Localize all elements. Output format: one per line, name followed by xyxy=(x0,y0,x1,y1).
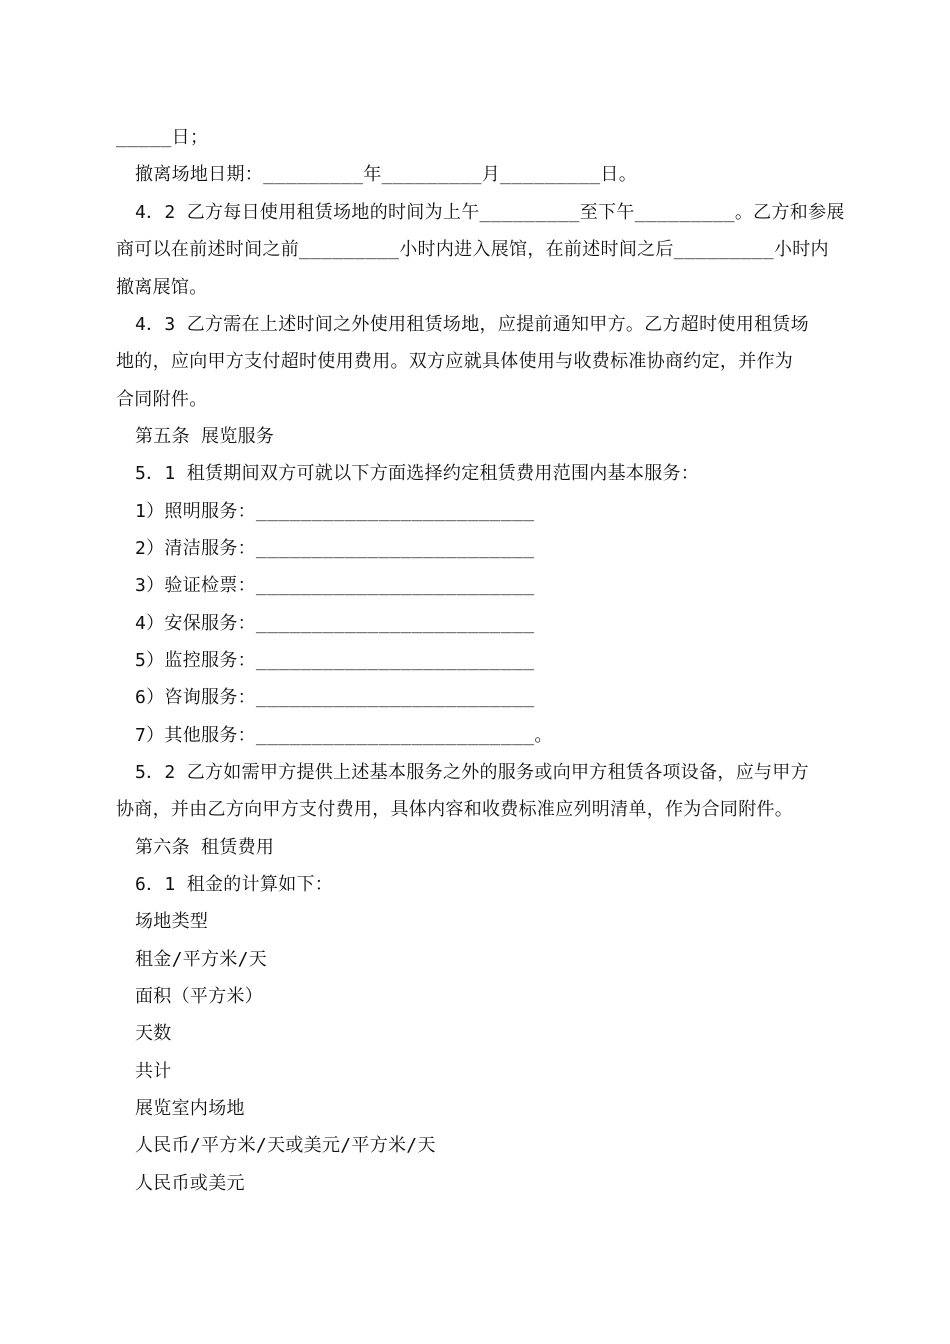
text-line: 撤离展馆。 xyxy=(116,277,208,298)
text-line: 协商，并由乙方向甲方支付费用，具体内容和收费标准应列明清单，作为合同附件。 xyxy=(116,799,794,820)
text-line: 5．2 乙方如需甲方提供上述基本服务之外的服务或向甲方租赁各项设备，应与甲方 xyxy=(135,762,809,783)
list-item: 6）咨询服务：_________________________ xyxy=(135,687,535,708)
text-line: _____日； xyxy=(116,127,209,148)
table-cell: 人民币或美元 xyxy=(135,1173,245,1194)
list-item: 2）清洁服务：_________________________ xyxy=(135,538,535,559)
text-line: 商可以在前述时间之前_________小时内进入展馆，在前述时间之后_________小时内 xyxy=(116,239,829,260)
list-item: 4）安保服务：_________________________ xyxy=(135,613,535,634)
list-item: 5）监控服务：_________________________ xyxy=(135,650,535,671)
text-line: 撤离场地日期：_________年_________月_________日。 xyxy=(135,164,637,185)
table-cell: 面积（平方米） xyxy=(135,986,264,1007)
text-line: 地的，应向甲方支付超时使用费用。双方应就具体使用与收费标准协商约定，并作为 xyxy=(116,351,794,372)
text-line: 5．1 租赁期间双方可就以下方面选择约定租赁费用范围内基本服务： xyxy=(135,463,700,484)
table-cell: 租金/平方米/天 xyxy=(135,949,268,970)
list-item: 7）其他服务：_________________________。 xyxy=(135,725,553,746)
text-line: 合同附件。 xyxy=(116,389,208,410)
section-heading: 第六条 租赁费用 xyxy=(135,837,275,858)
table-cell: 展览室内场地 xyxy=(135,1098,245,1119)
table-cell: 天数 xyxy=(135,1023,172,1044)
text-line: 4．2 乙方每日使用租赁场地的时间为上午_________至下午_________。乙方和参展 xyxy=(135,202,845,223)
text-line: 6．1 租金的计算如下： xyxy=(135,874,334,895)
list-item: 3）验证检票：_________________________ xyxy=(135,575,535,596)
section-heading: 第五条 展览服务 xyxy=(135,426,275,447)
table-cell: 人民币/平方米/天或美元/平方米/天 xyxy=(135,1135,436,1156)
table-cell: 场地类型 xyxy=(135,911,209,932)
list-item: 1）照明服务：_________________________ xyxy=(135,501,535,522)
table-cell: 共计 xyxy=(135,1061,172,1082)
text-line: 4．3 乙方需在上述时间之外使用租赁场地，应提前通知甲方。乙方超时使用租赁场 xyxy=(135,314,809,335)
